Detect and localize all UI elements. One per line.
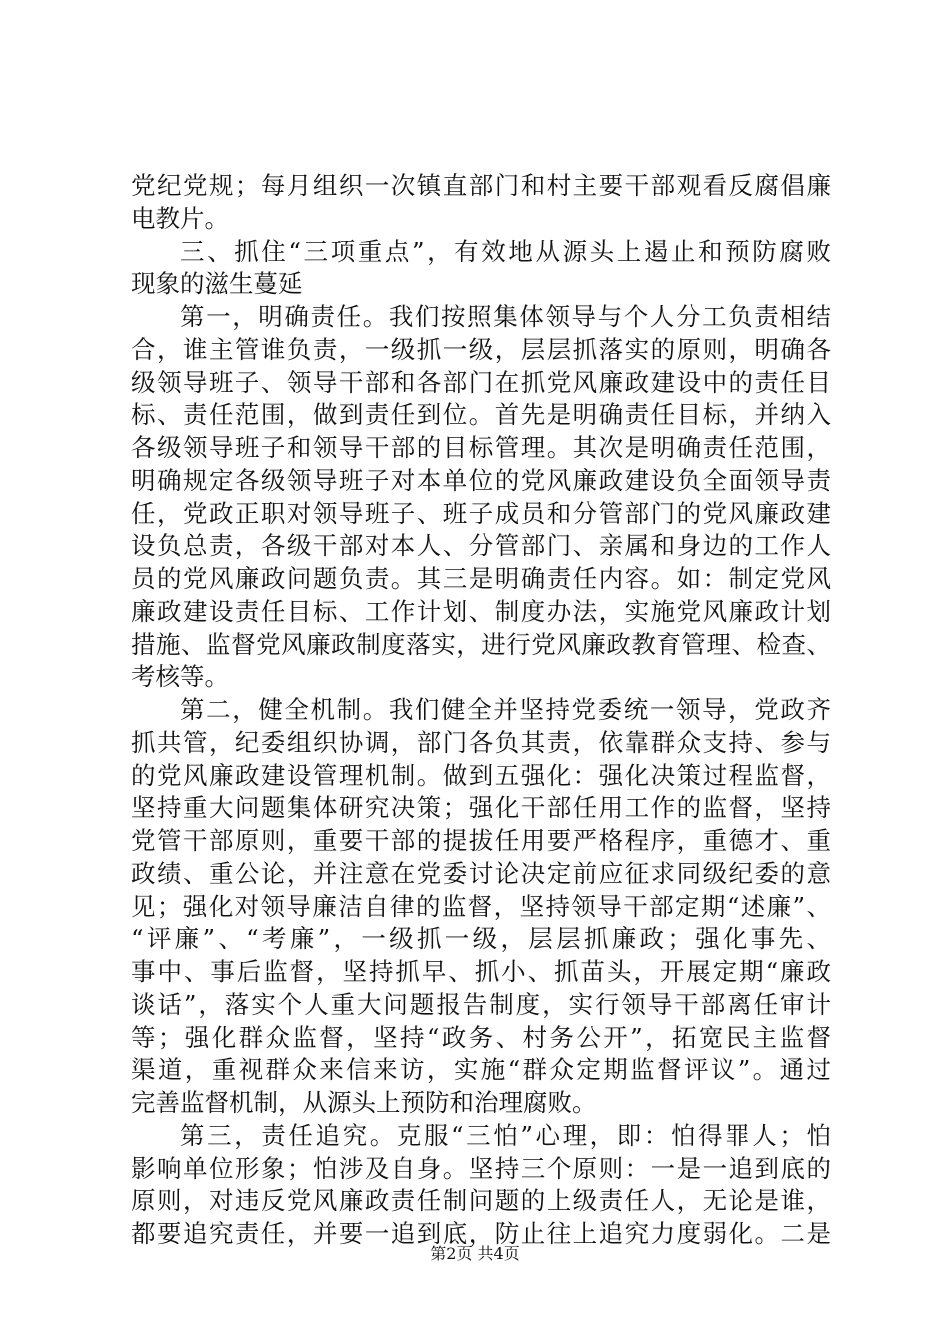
- text-line: 设负总责，各级干部对本人、分管部门、亲属和身边的工作人: [131, 531, 831, 561]
- text-line: 等；强化群众监督，坚持“政务、村务公开”，拓宽民主监督: [131, 1022, 831, 1052]
- text-line: 政绩、重公论，并注意在党委讨论决定前应征求同级纪委的意: [131, 858, 831, 888]
- text-line: 党管干部原则，重要干部的提拔任用要严格程序，重德才、重: [131, 826, 831, 855]
- text-line: 第一，明确责任。我们按照集体领导与个人分工负责相结: [180, 302, 831, 331]
- text-line: 事中、事后监督，坚持抓早、抓小、抓苗头，开展定期“廉政: [131, 957, 831, 986]
- text-line: 任，党政正职对领导班子、班子成员和分管部门的党风廉政建: [131, 498, 831, 528]
- text-line: 原则，对违反党风廉政责任制问题的上级责任人，无论是谁，: [131, 1186, 831, 1216]
- text-line: 级领导班子、领导干部和各部门在抓党风廉政建设中的责任目: [131, 367, 831, 397]
- text-line: 电教片。: [131, 203, 229, 233]
- section-heading-line: 现象的滋生蔓延: [131, 269, 303, 299]
- page-footer: [0, 1244, 950, 1264]
- text-line: 影响单位形象；怕涉及自身。坚持三个原则：一是一追到底的: [131, 1153, 831, 1183]
- text-line: 第三，责任追究。克服“三怕”心理，即：怕得罪人；怕: [180, 1120, 831, 1150]
- page-number-label: 第2页 共4页: [430, 1244, 520, 1263]
- document-body: [131, 170, 831, 1251]
- text-line: 合，谁主管谁负责，一级抓一级，层层抓落实的原则，明确各: [131, 334, 831, 364]
- text-line: 第二，健全机制。我们健全并坚持党委统一领导，党政齐: [180, 695, 831, 724]
- text-line: 党纪党规；每月组织一次镇直部门和村主要干部观看反腐倡廉: [131, 171, 831, 200]
- text-line: 员的党风廉政问题负责。其三是明确责任内容。如：制定党风: [131, 564, 831, 593]
- text-line: 考核等。: [131, 662, 229, 692]
- text-line: 各级领导班子和领导干部的目标管理。其次是明确责任范围，: [131, 433, 831, 462]
- text-line: 的党风廉政建设管理机制。做到五强化：强化决策过程监督，: [131, 760, 831, 790]
- text-line: 都要追究责任，并要一追到底，防止往上追究力度弱化。二是: [131, 1219, 831, 1248]
- section-heading-line: 三、抓住“三项重点”，有效地从源头上遏止和预防腐败: [180, 236, 831, 266]
- text-line: 明确规定各级领导班子对本单位的党风廉政建设负全面领导责: [131, 465, 831, 495]
- text-line: 标、责任范围，做到责任到位。首先是明确责任目标，并纳入: [131, 400, 831, 430]
- text-line: 廉政建设责任目标、工作计划、制度办法，实施党风廉政计划: [131, 596, 831, 626]
- text-line: 坚持重大问题集体研究决策；强化干部任用工作的监督，坚持: [131, 793, 831, 823]
- text-line: 完善监督机制，从源头上预防和治理腐败。: [131, 1088, 597, 1117]
- text-line: 措施、监督党风廉政制度落实，进行党风廉政教育管理、检查、: [131, 629, 831, 659]
- text-line: 抓共管，纪委组织协调，部门各负其责，依靠群众支持、参与: [131, 727, 831, 757]
- text-line: 谈话”，落实个人重大问题报告制度，实行领导干部离任审计: [131, 989, 831, 1019]
- text-line: “评廉”、“考廉”，一级抓一级，层层抓廉政；强化事先、: [131, 924, 831, 954]
- text-line: 见；强化对领导廉洁自律的监督，坚持领导干部定期“述廉”、: [131, 891, 831, 921]
- text-line: 渠道，重视群众来信来访，实施“群众定期监督评议”。通过: [131, 1055, 831, 1085]
